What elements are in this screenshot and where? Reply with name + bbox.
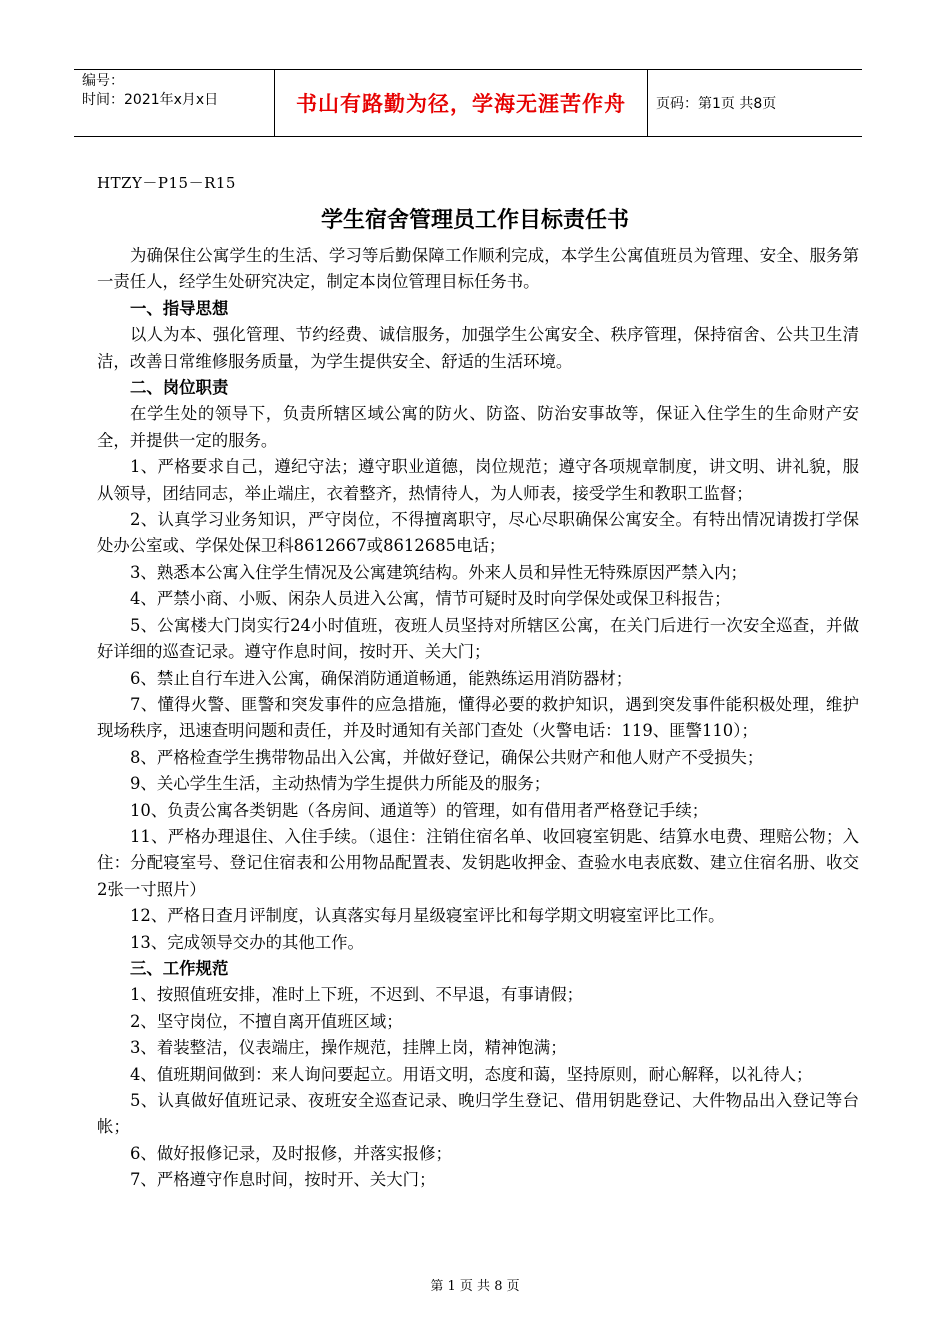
paragraph: 3、熟悉本公寓入住学生情况及公寓建筑结构。外来人员和异性无特殊原因严禁入内； <box>130 562 747 582</box>
paragraph: 2、认真学习业务知识，严守岗位，不得擅离职守，尽心尽职确保公寓安全。有特出情况请拨打学保处办公室或、学保处保卫科8612667或8612685电话； <box>97 510 859 556</box>
paragraph: 12、严格日查月评制度，认真落实每月星级寝室评比和每学期文明寝室评比工作。 <box>130 906 725 926</box>
paragraph: 3、着装整洁，仪表端庄，操作规范，挂牌上岗，精神饱满； <box>130 1038 567 1058</box>
paragraph: 6、禁止自行车进入公寓，确保消防通道畅通，能熟练运用消防器材； <box>130 668 633 688</box>
paragraph: 5、公寓楼大门岗实行24小时值班，夜班人员坚持对所辖区公寓，在关门后进行一次安全巡查，并做好详细的巡查记录。遵守作息时间，按时开、关大门； <box>97 615 859 662</box>
paragraph: 6、做好报修记录，及时报修，并落实报修； <box>130 1143 452 1163</box>
page-footer: 第 1 页 共 8 页 <box>430 1279 520 1294</box>
paragraph: 在学生处的领导下，负责所辖区域公寓的防火、防盗、防治安事故等，保证入住学生的生命财产安全，并提供一定的服务。 <box>97 404 859 450</box>
paragraph: 11、严格办理退住、入住手续。（退住：注销住宿名单、收回寝室钥匙、结算水电费、理赔公物；入住：分配寝室号、登记住宿表和公用物品配置表、发钥匙收押金、查验水电表底数、建立住宿名册、收交2张一寸照片） <box>97 826 859 899</box>
paragraph: 2、坚守岗位，不擅自离开值班区域； <box>130 1011 403 1031</box>
document-title: 学生宿舍管理员工作目标责任书 <box>320 208 629 233</box>
header-motto: 书山有路勤为径，学海无涯苦作舟 <box>275 70 648 136</box>
paragraph: 7、严格遵守作息时间，按时开、关大门； <box>130 1170 436 1190</box>
paragraph: 4、严禁小商、小贩、闲杂人员进入公寓，情节可疑时及时向学保处或保卫科报告； <box>130 589 731 609</box>
paragraph: 以人为本、强化管理、节约经费、诚信服务，加强学生公寓安全、秩序管理，保持宿舍、公共卫生清洁，改善日常维修服务质量，为学生提供安全、舒适的生活环境。 <box>97 325 859 371</box>
paragraph: 9、关心学生生活，主动热情为学生提供力所能及的服务； <box>130 774 551 794</box>
paragraph: 8、严格检查学生携带物品出入公寓，并做好登记，确保公共财产和他人财产不受损失； <box>130 747 764 767</box>
section-heading: 一、指导思想 <box>130 298 229 318</box>
header-meta <box>74 70 275 136</box>
paragraph: 4、值班期间做到：来人询问要起立。用语文明，态度和蔼，坚持原则，耐心解释，以礼待人； <box>130 1064 813 1084</box>
paragraph: 为确保住公寓学生的生活、学习等后勤保障工作顺利完成，本学生公寓值班员为管理、安全、服务第一责任人，经学生处研究决定，制定本岗位管理目标任务书。 <box>97 246 859 292</box>
section-heading: 二、岗位职责 <box>130 378 229 398</box>
header-page-info: 页码：第1页 共8页 <box>656 96 777 112</box>
date-label: 时间：2021年x月x日 <box>82 92 219 108</box>
section-heading: 三、工作规范 <box>130 958 229 978</box>
document-code: HTZY－P15－R15 <box>97 174 236 192</box>
number-label: 编号： <box>82 73 124 89</box>
paragraph: 7、懂得火警、匪警和突发事件的应急措施，懂得必要的救护知识，遇到突发事件能积极处理，维护现场秩序，迅速查明问题和责任，并及时通知有关部门查处（火警电话：119、匪警110）； <box>97 694 859 741</box>
paragraph: 13、完成领导交办的其他工作。 <box>130 932 364 952</box>
document-body <box>97 243 859 1194</box>
paragraph: 5、认真做好值班记录、夜班安全巡查记录、晚归学生登记、借用钥匙登记、大件物品出入登记等台帐； <box>97 1091 859 1137</box>
paragraph: 1、严格要求自己，遵纪守法；遵守职业道德，岗位规范；遵守各项规章制度，讲文明、讲礼貌，服从领导，团结同志，举止端庄，衣着整齐，热情待人，为人师表，接受学生和教职工监督； <box>97 457 859 503</box>
paragraph: 1、按照值班安排，准时上下班，不迟到、不早退，有事请假； <box>130 985 583 1005</box>
page-header <box>74 69 862 137</box>
paragraph: 10、负责公寓各类钥匙（各房间、通道等）的管理，如有借用者严格登记手续； <box>130 800 709 820</box>
